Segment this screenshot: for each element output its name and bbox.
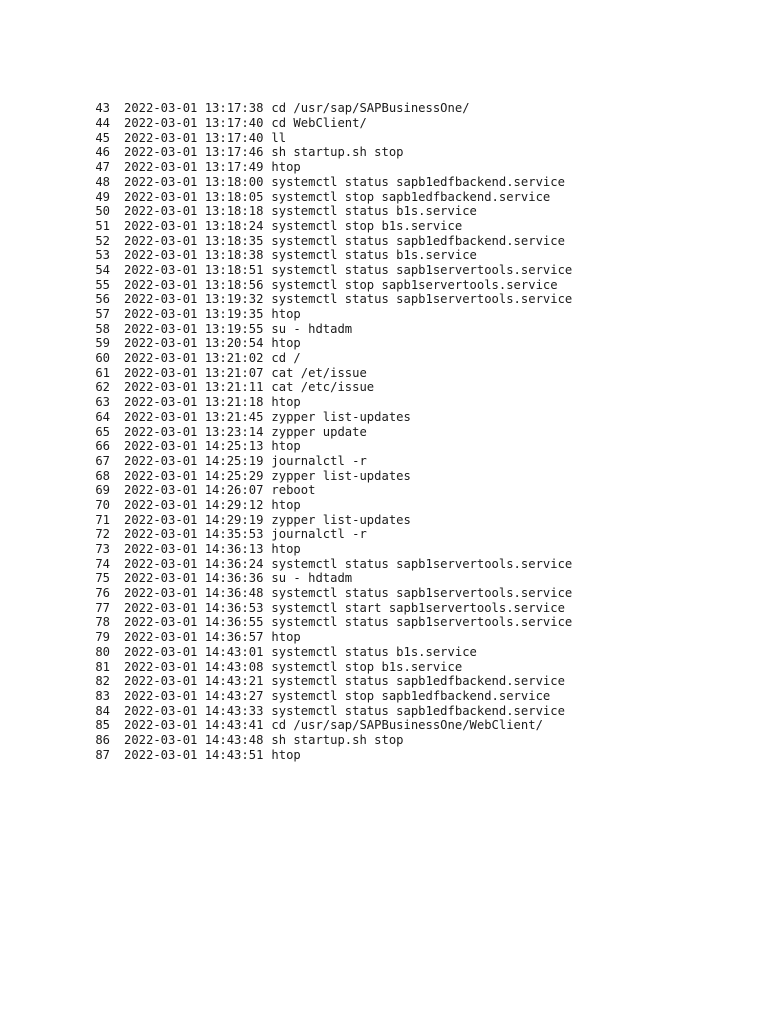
command: cd WebClient/ (271, 116, 367, 131)
line-number: 54 (95, 262, 110, 277)
line-number: 80 (95, 644, 110, 659)
command: su - hdtadm (271, 321, 353, 336)
history-row (91, 571, 572, 586)
command: systemctl status sapb1servertools.service (271, 586, 573, 601)
line-number: 70 (95, 497, 110, 512)
history-row (91, 483, 572, 498)
history-row (91, 160, 572, 175)
timestamp: 2022-03-01 13:17:38 (124, 101, 264, 116)
timestamp: 2022-03-01 14:43:41 (124, 718, 264, 733)
timestamp: 2022-03-01 13:18:24 (124, 218, 264, 233)
history-row (91, 336, 572, 351)
line-number: 67 (95, 453, 110, 468)
line-number: 47 (95, 160, 110, 175)
command: systemctl status b1s.service (271, 248, 477, 263)
line-number: 58 (95, 321, 110, 336)
line-number: 86 (95, 732, 110, 747)
timestamp: 2022-03-01 14:35:53 (124, 527, 264, 542)
command: htop (271, 336, 301, 351)
command: systemctl status b1s.service (271, 644, 477, 659)
history-row (91, 204, 572, 219)
timestamp: 2022-03-01 14:36:55 (124, 615, 264, 630)
timestamp: 2022-03-01 14:43:01 (124, 644, 264, 659)
timestamp: 2022-03-01 14:25:19 (124, 453, 264, 468)
line-number: 76 (95, 586, 110, 601)
command: cat /etc/issue (271, 380, 375, 395)
timestamp: 2022-03-01 13:18:05 (124, 189, 264, 204)
line-number: 72 (95, 527, 110, 542)
line-number: 44 (95, 116, 110, 131)
command: systemctl stop b1s.service (271, 218, 463, 233)
line-number: 45 (95, 130, 110, 145)
command: zypper update (271, 424, 367, 439)
history-row (91, 307, 572, 322)
timestamp: 2022-03-01 13:18:35 (124, 233, 264, 248)
timestamp: 2022-03-01 14:36:24 (124, 556, 264, 571)
timestamp: 2022-03-01 13:18:51 (124, 262, 264, 277)
history-row (91, 248, 572, 263)
command: cd / (271, 351, 301, 366)
command: systemctl stop sapb1edfbackend.service (271, 189, 551, 204)
history-row (91, 366, 572, 381)
timestamp: 2022-03-01 14:25:13 (124, 439, 264, 454)
timestamp: 2022-03-01 13:18:38 (124, 248, 264, 263)
history-row (91, 704, 572, 719)
timestamp: 2022-03-01 13:17:40 (124, 116, 264, 131)
command: htop (271, 497, 301, 512)
timestamp: 2022-03-01 13:21:18 (124, 395, 264, 410)
line-number: 60 (95, 351, 110, 366)
command: systemctl status sapb1servertools.service (271, 615, 573, 630)
line-number: 78 (95, 615, 110, 630)
line-number: 74 (95, 556, 110, 571)
line-number: 57 (95, 307, 110, 322)
history-row (91, 689, 572, 704)
timestamp: 2022-03-01 13:21:45 (124, 409, 264, 424)
history-row (91, 674, 572, 689)
history-row (91, 395, 572, 410)
line-number: 59 (95, 336, 110, 351)
line-number: 51 (95, 218, 110, 233)
history-row (91, 278, 572, 293)
line-number: 55 (95, 277, 110, 292)
line-number: 61 (95, 365, 110, 380)
command: zypper list-updates (271, 409, 411, 424)
command: cd /usr/sap/SAPBusinessOne/ (271, 101, 470, 116)
timestamp: 2022-03-01 13:21:11 (124, 380, 264, 395)
command: htop (271, 747, 301, 762)
timestamp: 2022-03-01 14:36:13 (124, 542, 264, 557)
line-number: 50 (95, 204, 110, 219)
history-row (91, 557, 572, 572)
history-row (91, 542, 572, 557)
line-number: 62 (95, 380, 110, 395)
history-row (91, 219, 572, 234)
line-number: 43 (95, 101, 110, 116)
command: systemctl status sapb1servertools.service (271, 556, 573, 571)
line-number: 81 (95, 659, 110, 674)
timestamp: 2022-03-01 13:21:07 (124, 365, 264, 380)
line-number: 63 (95, 395, 110, 410)
history-row (91, 645, 572, 660)
line-number: 69 (95, 483, 110, 498)
history-row (91, 439, 572, 454)
history-row (91, 498, 572, 513)
command: htop (271, 630, 301, 645)
line-number: 49 (95, 189, 110, 204)
line-number: 48 (95, 174, 110, 189)
history-row (91, 630, 572, 645)
line-number: 79 (95, 630, 110, 645)
command: reboot (271, 483, 316, 498)
command: htop (271, 439, 301, 454)
command: zypper list-updates (271, 512, 411, 527)
timestamp: 2022-03-01 14:36:48 (124, 586, 264, 601)
command: systemctl status b1s.service (271, 204, 477, 219)
timestamp: 2022-03-01 14:26:07 (124, 483, 264, 498)
line-number: 68 (95, 468, 110, 483)
command: systemctl start sapb1servertools.service (271, 600, 565, 615)
command: zypper list-updates (271, 468, 411, 483)
timestamp: 2022-03-01 14:43:33 (124, 703, 264, 718)
command: cd /usr/sap/SAPBusinessOne/WebClient/ (271, 718, 543, 733)
history-row (91, 410, 572, 425)
history-row (91, 292, 572, 307)
history-row (91, 322, 572, 337)
history-row (91, 615, 572, 630)
line-number: 82 (95, 674, 110, 689)
history-row (91, 601, 572, 616)
command: journalctl -r (271, 527, 367, 542)
line-number: 75 (95, 571, 110, 586)
command: systemctl stop sapb1edfbackend.service (271, 688, 551, 703)
line-number: 73 (95, 542, 110, 557)
history-row (91, 469, 572, 484)
history-row (91, 351, 572, 366)
history-row (91, 145, 572, 160)
timestamp: 2022-03-01 13:19:32 (124, 292, 264, 307)
command: htop (271, 307, 301, 322)
command: journalctl -r (271, 453, 367, 468)
timestamp: 2022-03-01 13:17:40 (124, 130, 264, 145)
line-number: 65 (95, 424, 110, 439)
line-number: 77 (95, 600, 110, 615)
timestamp: 2022-03-01 14:25:29 (124, 468, 264, 483)
history-row (91, 513, 572, 528)
line-number: 64 (95, 409, 110, 424)
history-row (91, 586, 572, 601)
line-number: 83 (95, 688, 110, 703)
history-row (91, 733, 572, 748)
timestamp: 2022-03-01 14:43:21 (124, 674, 264, 689)
timestamp: 2022-03-01 14:43:27 (124, 688, 264, 703)
timestamp: 2022-03-01 13:20:54 (124, 336, 264, 351)
timestamp: 2022-03-01 13:19:35 (124, 307, 264, 322)
line-number: 85 (95, 718, 110, 733)
history-row (91, 380, 572, 395)
command: systemctl status sapb1edfbackend.service (271, 703, 565, 718)
timestamp: 2022-03-01 14:36:36 (124, 571, 264, 586)
timestamp: 2022-03-01 13:18:00 (124, 174, 264, 189)
line-number: 66 (95, 439, 110, 454)
command: ll (271, 130, 287, 145)
command: systemctl status sapb1servertools.service (271, 262, 573, 277)
history-row (91, 234, 572, 249)
line-number: 87 (95, 747, 110, 762)
command: sh startup.sh stop (271, 732, 404, 747)
history-row (91, 131, 572, 146)
command: htop (271, 395, 301, 410)
timestamp: 2022-03-01 13:19:55 (124, 321, 264, 336)
history-row (91, 718, 572, 733)
timestamp: 2022-03-01 13:18:18 (124, 204, 264, 219)
command: sh startup.sh stop (271, 145, 404, 160)
command: systemctl status sapb1edfbackend.service (271, 233, 565, 248)
timestamp: 2022-03-01 14:36:53 (124, 600, 264, 615)
command: htop (271, 160, 301, 175)
command-history (91, 72, 572, 762)
timestamp: 2022-03-01 14:43:48 (124, 732, 264, 747)
command: htop (271, 542, 301, 557)
history-row (91, 190, 572, 205)
timestamp: 2022-03-01 14:43:51 (124, 747, 264, 762)
history-row (91, 425, 572, 440)
timestamp: 2022-03-01 13:17:46 (124, 145, 264, 160)
line-number: 46 (95, 145, 110, 160)
line-number: 52 (95, 233, 110, 248)
history-row (91, 116, 572, 131)
command: su - hdtadm (271, 571, 353, 586)
timestamp: 2022-03-01 14:29:19 (124, 512, 264, 527)
timestamp: 2022-03-01 14:29:12 (124, 497, 264, 512)
command: systemctl status sapb1edfbackend.service (271, 674, 565, 689)
command: systemctl stop b1s.service (271, 659, 463, 674)
history-row (91, 101, 572, 116)
line-number: 56 (95, 292, 110, 307)
history-row (91, 263, 572, 278)
command: systemctl stop sapb1servertools.service (271, 277, 558, 292)
timestamp: 2022-03-01 14:36:57 (124, 630, 264, 645)
timestamp: 2022-03-01 13:18:56 (124, 277, 264, 292)
line-number: 53 (95, 248, 110, 263)
history-row (91, 175, 572, 190)
timestamp: 2022-03-01 13:21:02 (124, 351, 264, 366)
history-row (91, 454, 572, 469)
timestamp: 2022-03-01 14:43:08 (124, 659, 264, 674)
history-row (91, 748, 572, 763)
history-row (91, 527, 572, 542)
timestamp: 2022-03-01 13:17:49 (124, 160, 264, 175)
history-row (91, 660, 572, 675)
line-number: 84 (95, 703, 110, 718)
command: cat /et/issue (271, 365, 367, 380)
timestamp: 2022-03-01 13:23:14 (124, 424, 264, 439)
command: systemctl status sapb1edfbackend.service (271, 174, 565, 189)
command: systemctl status sapb1servertools.service (271, 292, 573, 307)
line-number: 71 (95, 512, 110, 527)
